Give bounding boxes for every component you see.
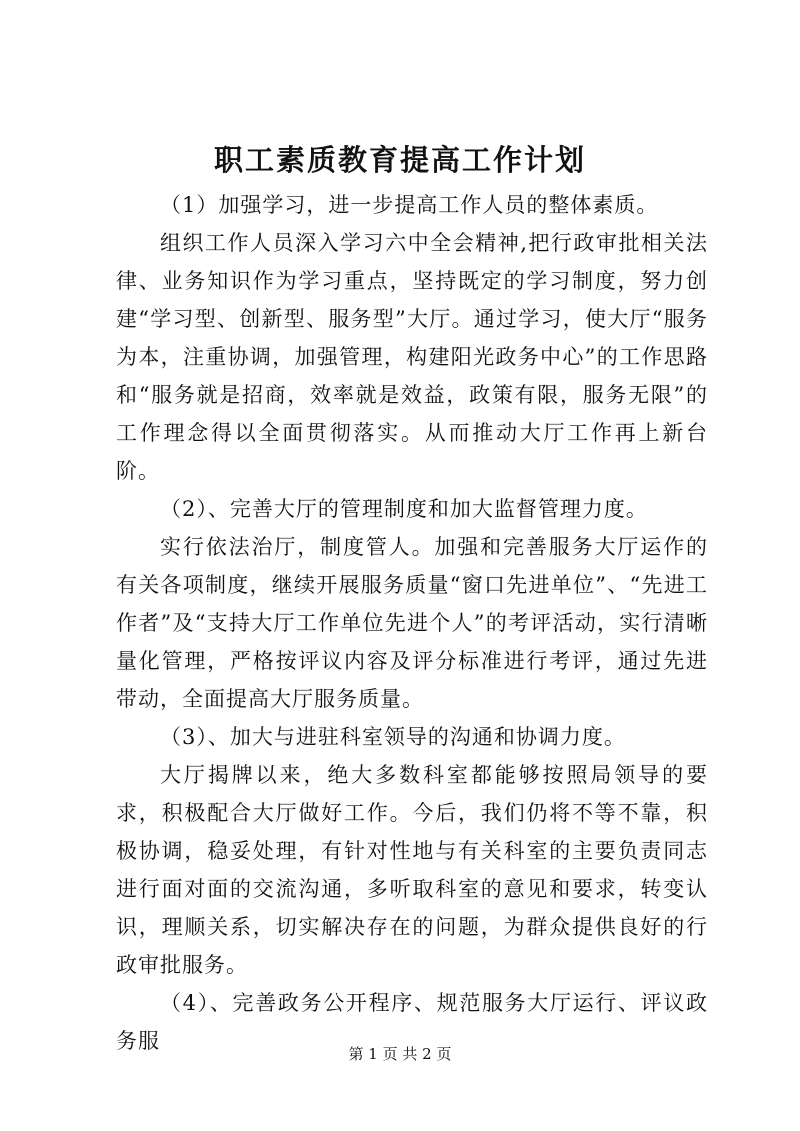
section-heading-4: （4）、完善政务公开程序、规范服务大厅运行、评议政务服 bbox=[116, 991, 708, 1053]
section-paragraph-3: 大厅揭牌以来，绝大多数科室都能够按照局领导的要求，积极配合大厅做好工作。今后，我们仍将不等不靠，积极协调，稳妥处理，有针对性地与有关科室的主要负责同志进行面对面的交流沟通，多听取科室的意见和要求，转变认识，理顺关系，切实解决存在的问题，为群众提供良好的行政审批服务。 bbox=[116, 763, 708, 977]
section-paragraph-1: 组织工作人员深入学习六中全会精神,把行政审批相关法律、业务知识作为学习重点，坚持既定的学习制度，努力创建“学习型、创新型、服务型”大厅。通过学习，使大厅“服务为本，注重协调，加强管理，构建阳光政务中心”的工作思路和“服务就是招商，效率就是效益，政策有限，服务无限”的工作理念得以全面贯彻落实。从而推动大厅工作再上新台阶。 bbox=[116, 231, 708, 483]
section-heading-2: （2）、完善大厅的管理制度和加大监督管理力度。 bbox=[160, 497, 648, 521]
document-title: 职工素质教育提高工作计划 bbox=[213, 143, 586, 177]
section-heading-1: （1）加强学习，进一步提高工作人员的整体素质。 bbox=[160, 193, 659, 217]
section-heading-3: （3）、加大与进驻科室领导的沟通和协调力度。 bbox=[160, 725, 626, 749]
section-paragraph-2: 实行依法治厅，制度管人。加强和完善服务大厅运作的有关各项制度，继续开展服务质量“窗口先进单位”、“先进工作者”及“支持大厅工作单位先进个人”的考评活动，实行清晰量化管理，严格按评议内容及评分标准进行考评，通过先进带动，全面提高大厅服务质量。 bbox=[116, 535, 708, 711]
document-body bbox=[116, 186, 708, 1060]
page-number-footer: 第 1 页 共 2 页 bbox=[348, 1045, 452, 1063]
